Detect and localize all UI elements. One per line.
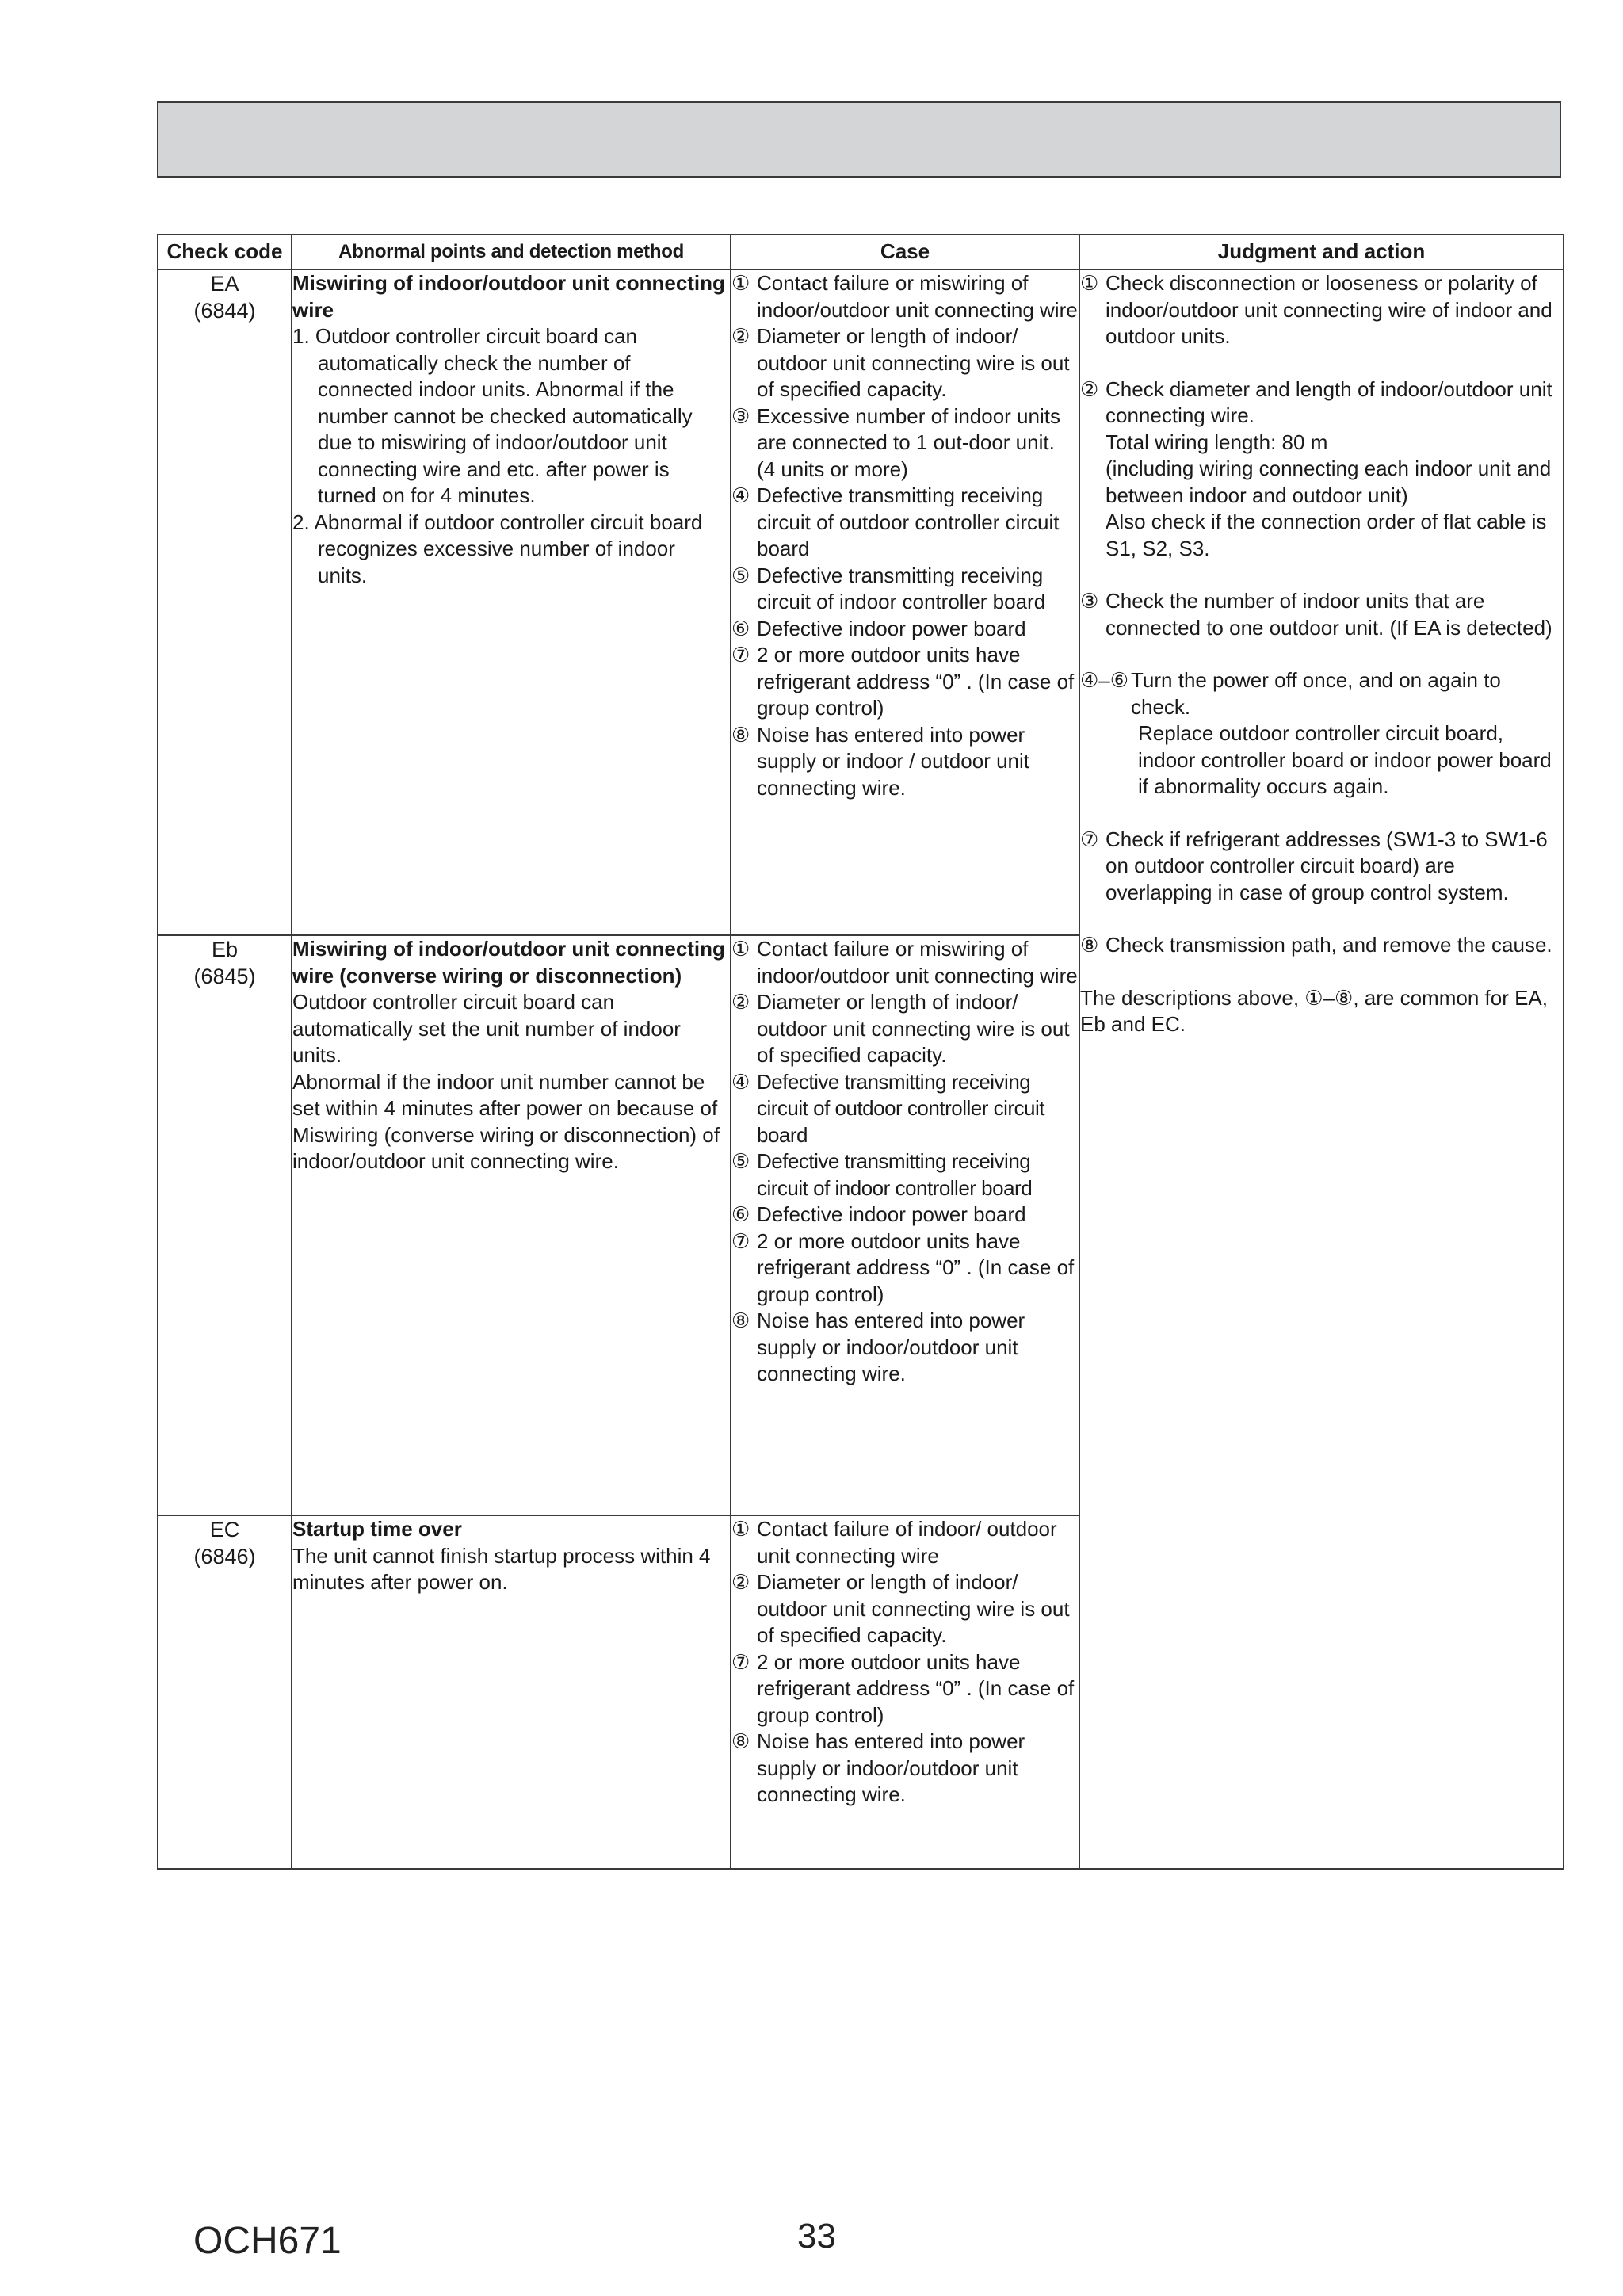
judgment-line: (including wiring connecting each indoor unit and between indoor and outdoor unit) xyxy=(1106,457,1552,507)
troubleshooting-table xyxy=(157,234,1564,1870)
case-mark: ⑧ xyxy=(731,1729,750,1753)
case-mark: ① xyxy=(731,1517,750,1541)
header-case: Case xyxy=(731,235,1079,269)
case-item xyxy=(731,616,1079,643)
judgment-item xyxy=(1080,270,1563,350)
case-mark: ⑦ xyxy=(731,643,750,667)
case-text: Diameter or length of indoor/ outdoor unit connecting wire is out of specified capacity. xyxy=(757,1570,1070,1647)
method-cell xyxy=(292,1515,731,1869)
judgment-mark: ① xyxy=(1080,271,1099,295)
case-item xyxy=(731,403,1079,483)
case-mark: ⑧ xyxy=(731,1308,750,1332)
case-item xyxy=(731,270,1079,323)
case-text: Defective indoor power board xyxy=(757,1202,1026,1226)
case-text: Contact failure or miswiring of indoor/outdoor unit connecting wire xyxy=(757,271,1078,322)
judgment-item xyxy=(1080,827,1563,907)
section-header-band xyxy=(157,101,1561,178)
judgment-text: Check diameter and length of indoor/outdoor unit connecting wire. xyxy=(1106,376,1552,427)
judgment-line: Total wiring length: 80 m xyxy=(1106,430,1328,454)
case-mark: ① xyxy=(731,271,750,295)
case-item xyxy=(731,1201,1079,1228)
case-item xyxy=(731,722,1079,802)
judgment-item xyxy=(1080,932,1563,959)
judgment-mark: ⑦ xyxy=(1080,827,1099,851)
table-row-ea xyxy=(158,269,1564,935)
case-item xyxy=(731,642,1079,722)
case-item xyxy=(731,1649,1079,1729)
case-text: Defective transmitting receiving circuit of indoor controller board xyxy=(757,563,1046,613)
method-cell xyxy=(292,935,731,1515)
judgment-item xyxy=(1080,588,1563,641)
judgment-item xyxy=(1080,667,1563,720)
judgment-note: The descriptions above, ①–⑧, are common for EA, Eb and EC. xyxy=(1080,985,1548,1036)
case-mark: ④ xyxy=(731,483,750,507)
model-number: OCH671 xyxy=(193,2220,342,2262)
case-text: Defective transmitting receiving circuit of outdoor controller circuit board xyxy=(757,483,1060,560)
method-line: 2. Abnormal if outdoor controller circuit board recognizes excessive number of indoor units. xyxy=(292,510,703,587)
check-code: EC xyxy=(209,1518,240,1541)
case-item xyxy=(731,989,1079,1069)
check-code-number: (6845) xyxy=(193,965,256,988)
case-item xyxy=(731,1516,1079,1569)
case-item xyxy=(731,563,1079,616)
case-cell xyxy=(731,935,1079,1515)
case-text: 2 or more outdoor units have refrigerant address “0” . (In case of group control) xyxy=(757,1649,1075,1727)
case-mark: ① xyxy=(731,937,750,961)
case-mark: ⑧ xyxy=(731,722,750,747)
judgment-text: Turn the power off once, and on again to check. xyxy=(1131,668,1501,719)
case-mark: ③ xyxy=(731,403,750,428)
case-mark: ⑤ xyxy=(731,563,750,587)
header-check-code: Check code xyxy=(158,235,292,269)
case-mark: ② xyxy=(731,1570,750,1594)
check-code: EA xyxy=(210,272,239,296)
judgment-line: Also check if the connection order of flat cable is S1, S2, S3. xyxy=(1106,510,1547,560)
case-mark: ④ xyxy=(731,1069,750,1094)
case-text: Defective indoor power board xyxy=(757,616,1026,640)
method-title: Miswiring of indoor/outdoor unit connecting wire xyxy=(292,271,725,322)
judgment-text: Check the number of indoor units that are connected to one outdoor unit. (If EA is detected) xyxy=(1106,589,1552,640)
case-item xyxy=(731,1069,1079,1149)
case-text: 2 or more outdoor units have refrigerant address “0” . (In case of group control) xyxy=(757,1228,1075,1306)
method-title: Startup time over xyxy=(292,1517,462,1541)
judgment-item xyxy=(1080,376,1563,430)
check-code-cell xyxy=(158,1515,292,1869)
case-item xyxy=(731,936,1079,989)
case-text: Excessive number of indoor units are connected to 1 out-door unit. (4 units or more) xyxy=(757,403,1060,481)
case-cell xyxy=(731,269,1079,935)
judgment-mark: ④–⑥ xyxy=(1080,668,1129,692)
case-text: Defective transmitting receiving circuit of indoor controller board xyxy=(757,1149,1033,1200)
case-cell xyxy=(731,1515,1079,1869)
check-code: Eb xyxy=(211,938,239,961)
case-mark: ⑦ xyxy=(731,1649,750,1674)
case-item xyxy=(731,1228,1079,1308)
check-code-cell xyxy=(158,935,292,1515)
case-text: Noise has entered into power supply or indoor / outdoor unit connecting wire. xyxy=(757,722,1029,800)
table-header-row xyxy=(158,235,1564,269)
case-item xyxy=(731,1569,1079,1649)
method-line: 1. Outdoor controller circuit board can automatically check the number of connected indoor units. Abnormal if the number cannot be checked automatically due to miswiring of indoor/outdoor unit connecting wire and etc. after power is turned on for 4 minutes. xyxy=(292,324,693,507)
case-mark: ⑥ xyxy=(731,616,750,640)
case-item xyxy=(731,1148,1079,1201)
case-item xyxy=(731,1729,1079,1809)
judgment-mark: ⑧ xyxy=(1080,933,1099,957)
judgment-mark: ② xyxy=(1080,376,1099,401)
case-text: Noise has entered into power supply or indoor/outdoor unit connecting wire. xyxy=(757,1729,1025,1806)
case-text: Diameter or length of indoor/ outdoor unit connecting wire is out of specified capacity. xyxy=(757,990,1070,1067)
case-text: Defective transmitting receiving circuit of outdoor controller circuit board xyxy=(757,1069,1044,1147)
judgment-mark: ③ xyxy=(1080,589,1099,613)
case-mark: ⑦ xyxy=(731,1228,750,1253)
method-title: Miswiring of indoor/outdoor unit connecting wire (converse wiring or disconnection) xyxy=(292,937,725,988)
case-text: Noise has entered into power supply or indoor/outdoor unit connecting wire. xyxy=(757,1308,1025,1385)
judgment-text: Check transmission path, and remove the cause. xyxy=(1106,933,1552,957)
case-item xyxy=(731,1308,1079,1388)
case-mark: ⑤ xyxy=(731,1149,750,1173)
judgment-subtext: Replace outdoor controller circuit board, indoor controller board or indoor power board if abnormality occurs again. xyxy=(1138,721,1552,798)
header-method: Abnormal points and detection method xyxy=(292,235,731,269)
judgment-cell xyxy=(1079,269,1564,1869)
case-mark: ⑥ xyxy=(731,1202,750,1226)
case-item xyxy=(731,483,1079,563)
method-cell xyxy=(292,269,731,935)
case-item xyxy=(731,323,1079,403)
check-code-cell xyxy=(158,269,292,935)
check-code-number: (6844) xyxy=(193,299,256,323)
check-code-number: (6846) xyxy=(193,1545,256,1568)
method-line: Outdoor controller circuit board can automatically set the unit number of indoor units. xyxy=(292,990,681,1067)
case-text: Contact failure or miswiring of indoor/outdoor unit connecting wire xyxy=(757,937,1078,988)
case-text: Diameter or length of indoor/ outdoor unit connecting wire is out of specified capacity. xyxy=(757,324,1070,401)
header-judgment: Judgment and action xyxy=(1079,235,1564,269)
case-text: 2 or more outdoor units have refrigerant address “0” . (In case of group control) xyxy=(757,643,1075,720)
judgment-text: Check if refrigerant addresses (SW1-3 to SW1-6 on outdoor controller circuit board) are overlapping in case of group control system. xyxy=(1106,827,1548,904)
case-text: Contact failure of indoor/ outdoor unit connecting wire xyxy=(757,1517,1057,1568)
page-number: 33 xyxy=(797,2217,836,2256)
method-line: The unit cannot finish startup process within 4 minutes after power on. xyxy=(292,1543,711,1594)
judgment-text: Check disconnection or looseness or polarity of indoor/outdoor unit connecting wire of indoor and outdoor units. xyxy=(1106,271,1552,348)
case-mark: ② xyxy=(731,990,750,1014)
method-line: Abnormal if the indoor unit number cannot be set within 4 minutes after power on because of Miswiring (converse wiring or disconnection) of indoor/outdoor unit connecting wire. xyxy=(292,1069,720,1173)
case-mark: ② xyxy=(731,324,750,348)
